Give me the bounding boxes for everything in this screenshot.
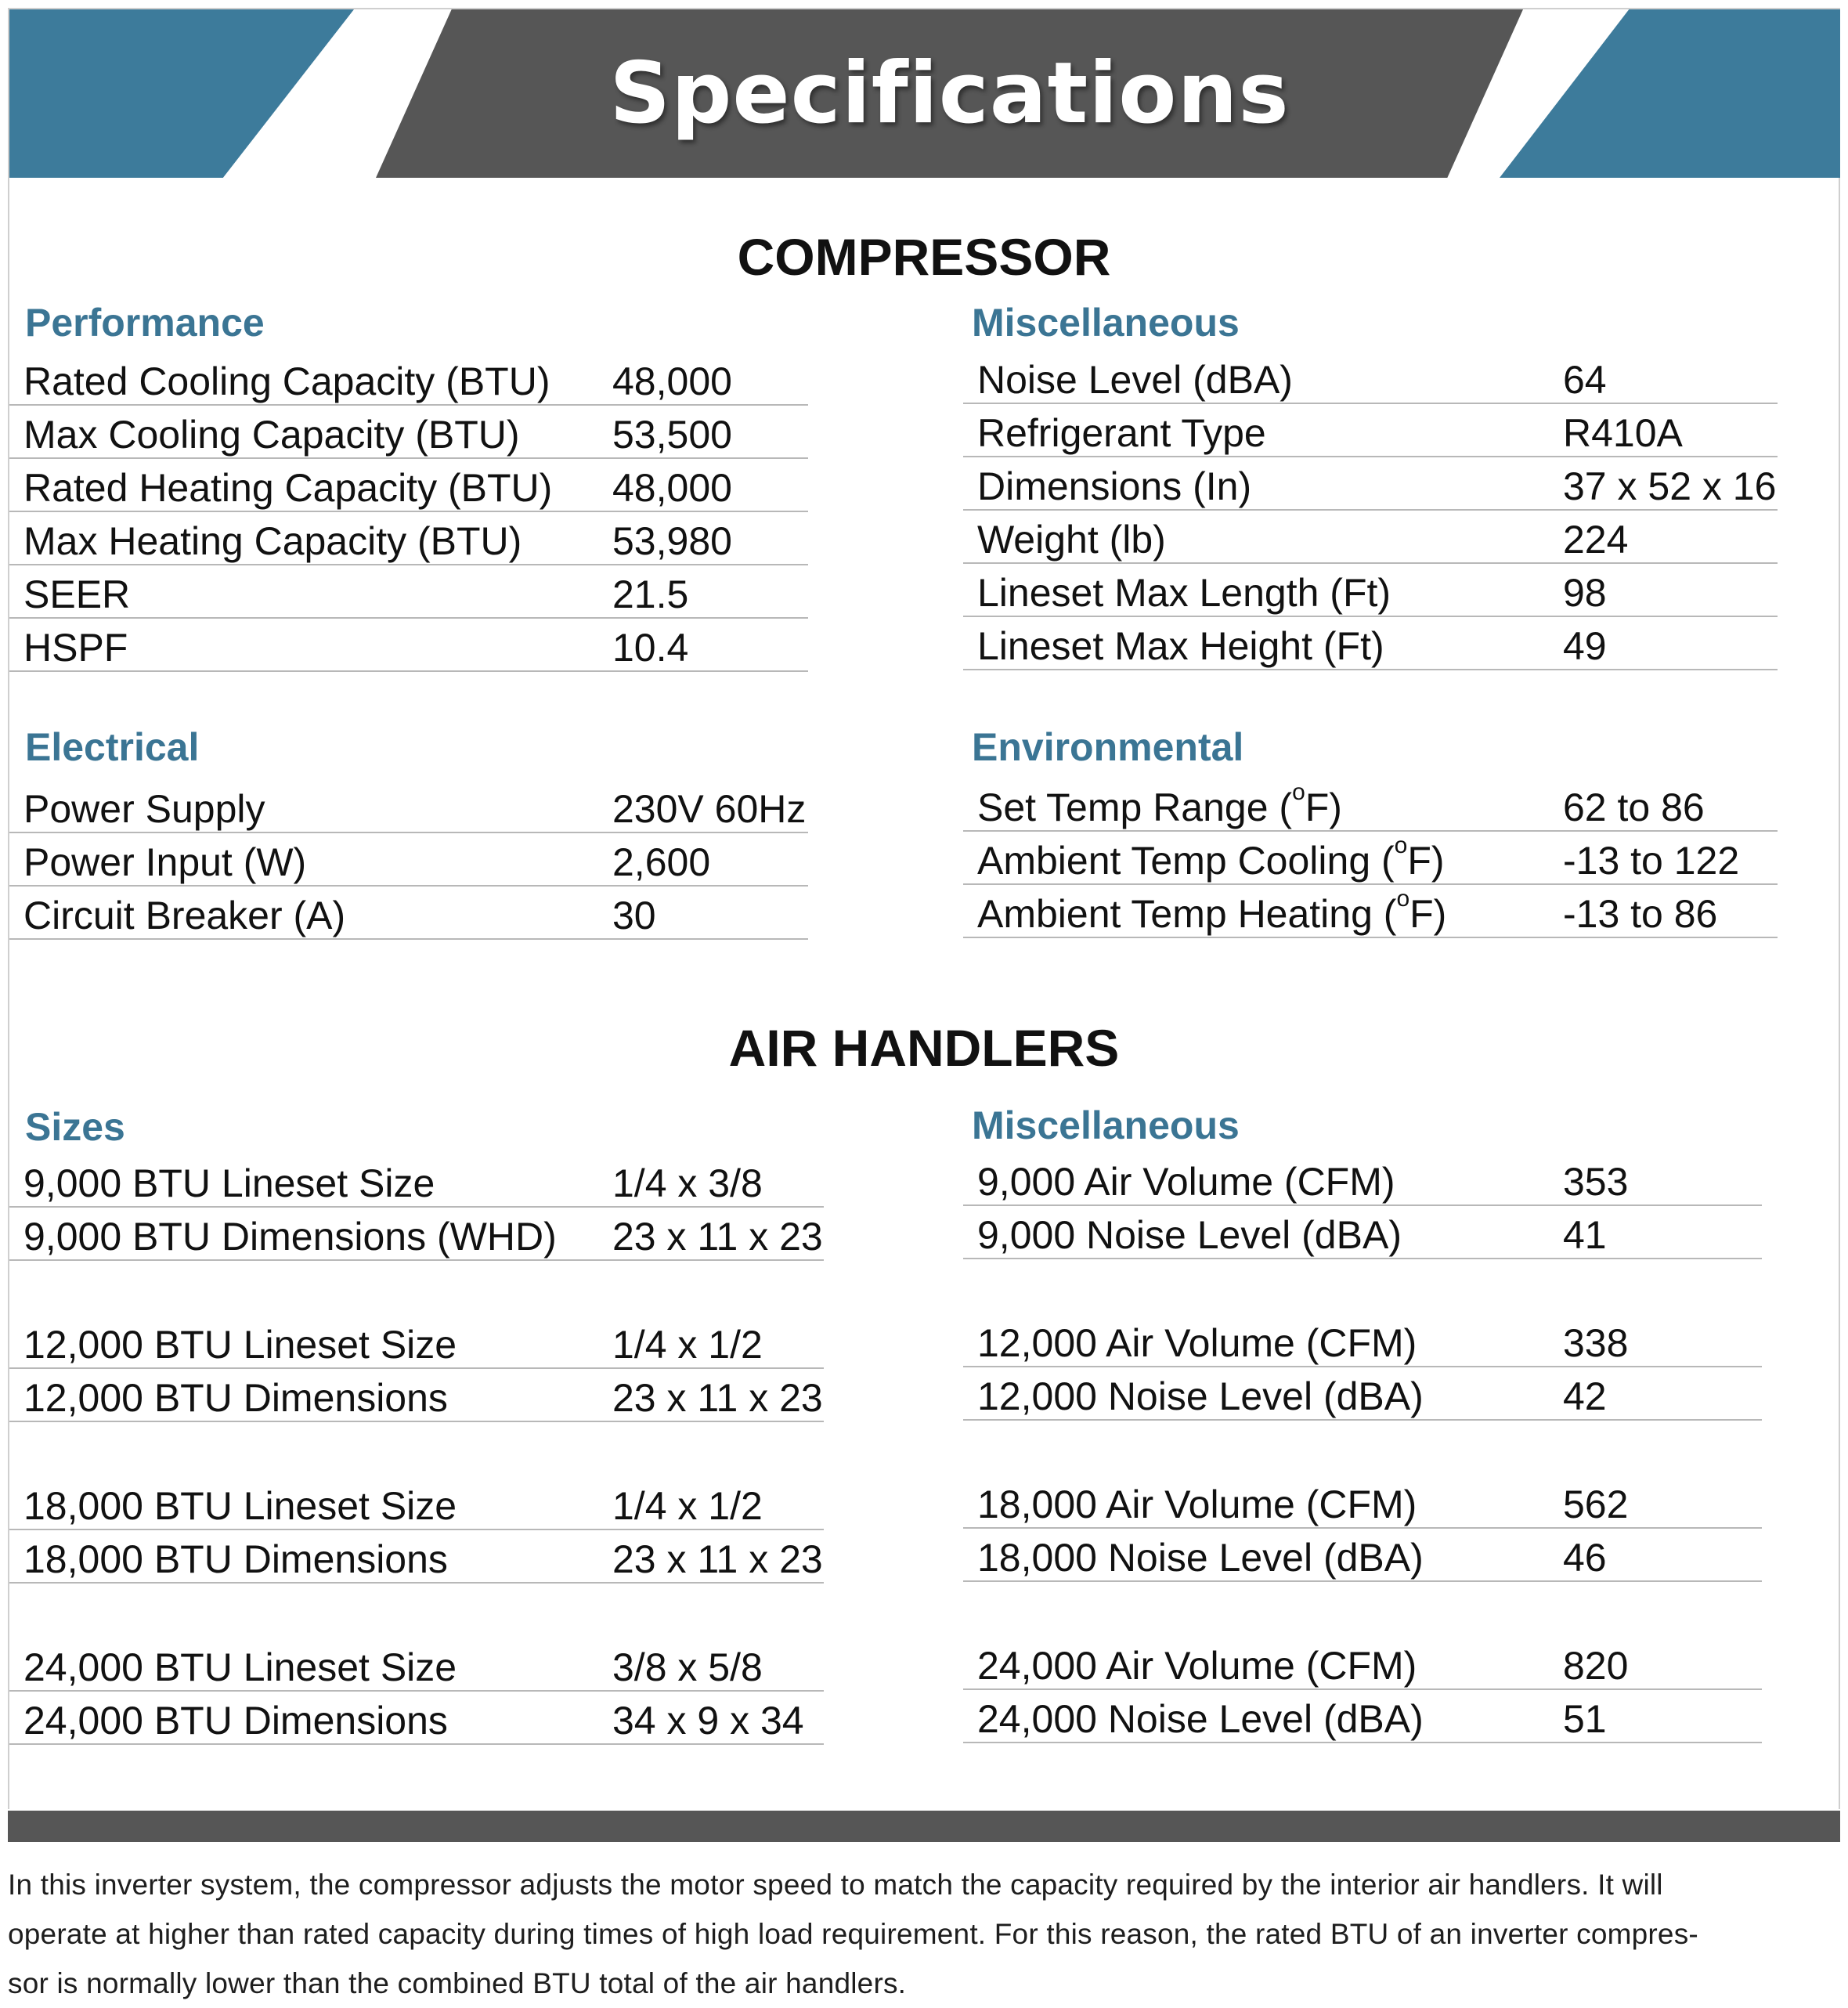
row-label: 24,000 Noise Level (dBA) — [977, 1697, 1424, 1741]
row-value: -13 to 122 — [1563, 839, 1740, 883]
row-value: 1/4 x 1/2 — [612, 1484, 763, 1528]
row-label: Rated Heating Capacity (BTU) — [23, 466, 553, 510]
row-label: HSPF — [23, 626, 128, 670]
table-row — [9, 887, 808, 940]
row-label: Ambient Temp Heating ($^o$F) — [977, 886, 1447, 936]
row-label: Set Temp Range ($^o$F) — [977, 779, 1342, 829]
table-row — [9, 459, 808, 512]
compressor-misc-heading: Miscellaneous — [972, 301, 1240, 345]
table-row — [9, 512, 808, 565]
table-row — [963, 778, 1778, 832]
row-value: 23 x 11 x 23 — [612, 1215, 823, 1259]
row-value: 34 x 9 x 34 — [612, 1699, 804, 1743]
table-row — [963, 511, 1778, 564]
table-row — [963, 351, 1778, 404]
row-value: 3/8 x 5/8 — [612, 1645, 763, 1689]
row-label: Power Input (W) — [23, 840, 307, 884]
row-label: Max Heating Capacity (BTU) — [23, 519, 522, 563]
table-row — [9, 1154, 824, 1208]
table-row — [9, 1369, 824, 1422]
row-value: 1/4 x 1/2 — [612, 1323, 763, 1367]
table-row — [963, 1637, 1762, 1690]
degree-superscript: o — [1396, 886, 1410, 912]
footnote-line: sor is normally lower than the combined BTU total of the air handlers. — [8, 1967, 907, 1999]
air-handlers-misc-heading: Miscellaneous — [972, 1103, 1240, 1147]
row-label: Ambient Temp Cooling ($^o$F) — [977, 832, 1445, 883]
row-value: -13 to 86 — [1563, 892, 1718, 936]
table-row — [9, 1477, 824, 1530]
table-row — [9, 406, 808, 459]
row-value: 30 — [612, 894, 656, 937]
row-value: 1/4 x 3/8 — [612, 1161, 763, 1205]
table-row — [9, 619, 808, 672]
compressor-section-title: COMPRESSOR — [737, 228, 1111, 286]
table-row — [963, 457, 1778, 511]
row-label: Rated Cooling Capacity (BTU) — [23, 359, 550, 403]
row-value: 53,980 — [612, 519, 732, 563]
table-row — [9, 833, 808, 887]
row-label: 9,000 BTU Lineset Size — [23, 1161, 435, 1205]
table-row — [9, 1530, 824, 1584]
row-value: 10.4 — [612, 626, 689, 670]
degree-superscript: o — [1292, 779, 1305, 805]
row-label: 24,000 BTU Dimensions — [23, 1699, 448, 1743]
table-row — [963, 1206, 1762, 1259]
row-label: Circuit Breaker (A) — [23, 894, 346, 937]
table-row — [9, 1638, 824, 1692]
row-value: 46 — [1563, 1536, 1607, 1580]
row-value: 224 — [1563, 518, 1629, 562]
row-label: Weight (lb) — [977, 518, 1166, 562]
electrical-heading: Electrical — [25, 725, 200, 769]
row-label: 18,000 BTU Dimensions — [23, 1537, 448, 1581]
table-row — [9, 565, 808, 619]
row-value: 37 x 52 x 16 — [1563, 464, 1777, 508]
row-label: 12,000 Air Volume (CFM) — [977, 1321, 1417, 1365]
row-value: 42 — [1563, 1374, 1607, 1418]
row-label: 9,000 Noise Level (dBA) — [977, 1213, 1402, 1257]
row-value: 48,000 — [612, 359, 732, 403]
table-row — [963, 1153, 1762, 1206]
table-row — [963, 885, 1778, 938]
table-row — [963, 832, 1778, 885]
footnote-line: operate at higher than rated capacity during times of high load requirement. For this reason, the rated BTU of an inverter compres- — [8, 1918, 1698, 1950]
performance-heading: Performance — [25, 301, 265, 345]
row-label: Lineset Max Height (Ft) — [977, 624, 1384, 668]
footnote-text — [8, 1860, 1832, 2008]
table-row — [963, 1690, 1762, 1743]
table-row — [9, 1692, 824, 1745]
row-value: 338 — [1563, 1321, 1629, 1365]
row-value: 230V 60Hz — [612, 787, 807, 831]
row-label: 12,000 BTU Lineset Size — [23, 1323, 457, 1367]
row-value: 353 — [1563, 1160, 1629, 1204]
row-label: 24,000 Air Volume (CFM) — [977, 1644, 1417, 1688]
row-label: Max Cooling Capacity (BTU) — [23, 413, 520, 457]
row-value: 23 x 11 x 23 — [612, 1376, 823, 1420]
row-label: Lineset Max Length (Ft) — [977, 571, 1391, 615]
row-value: 48,000 — [612, 466, 732, 510]
row-value: 21.5 — [612, 572, 689, 616]
table-row — [963, 564, 1778, 617]
row-label: 24,000 BTU Lineset Size — [23, 1645, 457, 1689]
table-row — [9, 1208, 824, 1261]
row-value: 820 — [1563, 1644, 1629, 1688]
row-label: Noise Level (dBA) — [977, 358, 1293, 402]
row-label: 12,000 BTU Dimensions — [23, 1376, 448, 1420]
row-label: 18,000 Noise Level (dBA) — [977, 1536, 1424, 1580]
table-row — [963, 617, 1778, 670]
row-label: 9,000 BTU Dimensions (WHD) — [23, 1215, 557, 1259]
table-row — [963, 404, 1778, 457]
row-value: 2,600 — [612, 840, 711, 884]
row-value: 64 — [1563, 358, 1607, 402]
row-value: 53,500 — [612, 413, 732, 457]
row-label: SEER — [23, 572, 131, 616]
row-label: Dimensions (In) — [977, 464, 1252, 508]
table-row — [963, 1314, 1762, 1367]
row-value: 98 — [1563, 571, 1607, 615]
table-row — [963, 1475, 1762, 1529]
row-value: 562 — [1563, 1483, 1629, 1526]
row-value: 41 — [1563, 1213, 1607, 1257]
environmental-heading: Environmental — [972, 725, 1244, 769]
table-row — [963, 1529, 1762, 1582]
row-value: 62 to 86 — [1563, 786, 1705, 829]
row-label: Power Supply — [23, 787, 265, 831]
table-row — [9, 780, 808, 833]
row-value: 23 x 11 x 23 — [612, 1537, 823, 1581]
table-row — [9, 352, 808, 406]
row-label: Refrigerant Type — [977, 411, 1266, 455]
footnote-line: In this inverter system, the compressor adjusts the motor speed to match the capacity required by the interior air handlers. It will — [8, 1869, 1663, 1901]
table-row — [9, 1316, 824, 1369]
row-label: 18,000 BTU Lineset Size — [23, 1484, 457, 1528]
table-row — [963, 1367, 1762, 1421]
row-label: 18,000 Air Volume (CFM) — [977, 1483, 1417, 1526]
row-label: 12,000 Noise Level (dBA) — [977, 1374, 1424, 1418]
row-value: 49 — [1563, 624, 1607, 668]
row-label: 9,000 Air Volume (CFM) — [977, 1160, 1395, 1204]
air-handlers-section-title: AIR HANDLERS — [728, 1019, 1120, 1077]
row-value: 51 — [1563, 1697, 1607, 1741]
page-title: Specifications — [609, 45, 1290, 143]
degree-superscript: o — [1394, 832, 1408, 858]
sizes-heading: Sizes — [25, 1105, 125, 1149]
footer-divider-bar — [8, 1811, 1840, 1842]
row-value: R410A — [1563, 411, 1683, 455]
